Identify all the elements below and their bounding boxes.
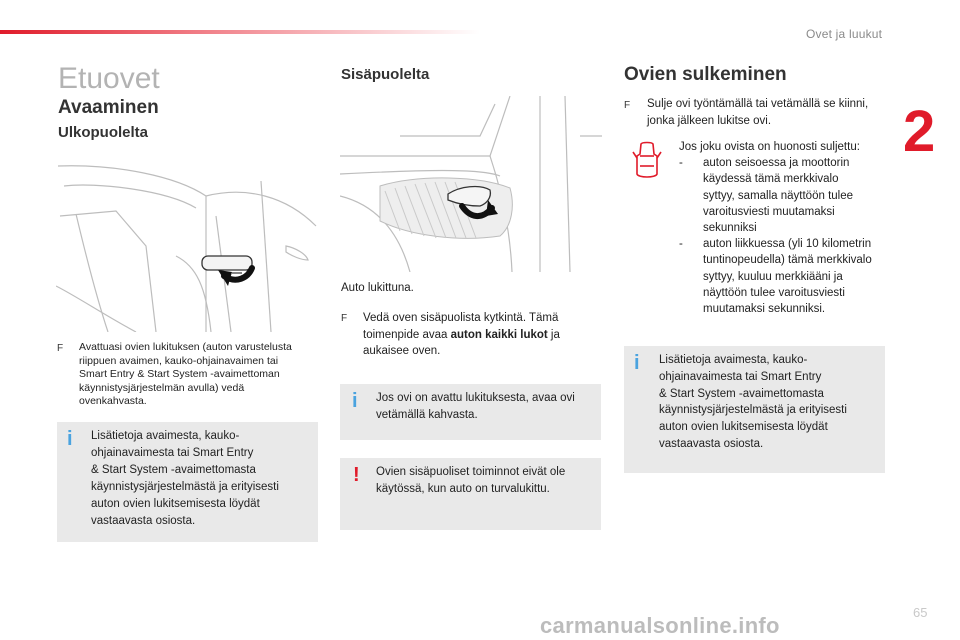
heading-ovien-sulkeminen: Ovien sulkeminen	[624, 64, 787, 85]
text-line: Smart Entry & Start System -avaimettoman	[79, 368, 280, 380]
text-line: Ovien sisäpuoliset toiminnot eivät ole	[376, 466, 566, 478]
bullet-marker: F	[57, 343, 64, 354]
text-fragment: toimenpide avaa	[363, 328, 451, 341]
text-line: Vedä oven sisäpuolista kytkintä. Tämä	[363, 312, 559, 324]
text-line: käynnistysjärjestelmästä ja erityisesti	[659, 404, 847, 417]
info-text	[376, 390, 575, 423]
interior-door-handle-illustration	[340, 96, 602, 272]
page-title: Etuovet	[58, 62, 160, 95]
interior-open-instruction	[363, 310, 560, 360]
text-line: & Start System -avaimettomasta	[659, 387, 824, 400]
info-icon: i	[67, 428, 73, 450]
text-line: & Start System -avaimettomasta	[91, 464, 256, 476]
info-text	[91, 428, 279, 530]
text-line: tuntinopeudella) tämä merkkivalo	[703, 254, 872, 267]
warning-box-middle	[340, 458, 601, 530]
text-line: auton ovien lukitsemisesta löydät	[91, 498, 260, 510]
text-line: Sulje ovi työntämällä tai vetämällä se kiinni,	[647, 98, 869, 110]
text-line: jonka jälkeen lukitse ovi.	[647, 114, 772, 127]
text-line: vastaavasta osiosta.	[659, 437, 764, 450]
text-line: ohjainavaimesta tai Smart Entry	[91, 447, 254, 459]
unclosed-door-warning	[679, 139, 872, 317]
text-line: auton seisoessa ja moottorin	[703, 157, 850, 170]
info-icon: i	[634, 352, 640, 374]
dash-marker: -	[679, 157, 683, 170]
bullet-marker: F	[341, 313, 348, 324]
warning-icon: !	[353, 464, 360, 486]
info-box-middle	[340, 384, 601, 440]
closing-instruction	[647, 96, 868, 129]
caption-locked: Auto lukittuna.	[341, 282, 414, 294]
text-line: muutamaksi sekunniksi.	[703, 303, 826, 316]
dash-marker: -	[679, 238, 683, 251]
warning-item-stationary	[679, 155, 872, 236]
text-line: ovenkahvasta.	[79, 395, 147, 407]
bullet-marker: F	[624, 100, 631, 111]
chapter-number: 2	[903, 99, 936, 164]
watermark: carmanualsonline.info	[540, 613, 780, 638]
heading-avaaminen: Avaaminen	[58, 97, 159, 118]
bold-phrase: auton kaikki lukot	[450, 328, 548, 341]
exterior-door-handle-illustration	[56, 156, 320, 332]
text-line: syttyy, samalla näyttöön tulee	[703, 189, 853, 202]
text-line: näyttöön tulee varoitusviesti	[703, 286, 845, 299]
text-line: sekunniksi	[703, 222, 757, 235]
info-box-right	[624, 346, 885, 473]
text-line: auton ovien lukitsemisesta löydät	[659, 421, 828, 434]
info-box-left	[57, 422, 318, 542]
text-line: auton liikkuessa (yli 10 kilometrin	[703, 238, 872, 251]
text-line: käynnistysjärjestelmän avulla) vedä	[79, 381, 245, 394]
page-number: 65	[913, 605, 928, 620]
text-line: varoitusviesti muutamaksi	[703, 205, 835, 218]
text-line: riippuen avaimen, kauko-ohjainavaimen tai	[79, 354, 279, 367]
warning-text	[376, 464, 565, 497]
text-line: Lisätietoja avaimesta, kauko-	[91, 430, 240, 442]
text-line: käynnistysjärjestelmästä ja erityisesti	[91, 481, 279, 493]
text-line: Avattuasi ovien lukituksen (auton varustelusta	[79, 341, 292, 353]
text-line: Lisätietoja avaimesta, kauko-	[659, 354, 808, 366]
text-line: Jos joku ovista on huonosti suljettu:	[679, 141, 860, 153]
text-line: vetämällä kahvasta.	[376, 408, 478, 421]
door-open-warning-light-icon	[632, 140, 662, 182]
section-title: Ovet ja luukut	[806, 27, 883, 41]
exterior-open-instruction	[79, 341, 292, 409]
header-accent-bar	[0, 30, 480, 34]
text-line: ohjainavaimesta tai Smart Entry	[659, 370, 822, 383]
info-icon: i	[352, 390, 358, 412]
warning-item-moving	[679, 236, 872, 317]
text-fragment: ja	[547, 328, 560, 341]
text-line: syttyy, kuuluu merkkiääni ja	[703, 270, 843, 283]
text-line: käydessä tämä merkkivalo	[703, 173, 839, 186]
info-text	[659, 352, 847, 453]
text-line: Jos ovi on avattu lukituksesta, avaa ovi	[376, 392, 575, 404]
text-line: aukaisee oven.	[363, 345, 441, 357]
heading-sisapuolelta: Sisäpuolelta	[341, 66, 430, 83]
text-line: käytössä, kun auto on turvalukittu.	[376, 482, 550, 495]
heading-ulkopuolelta: Ulkopuolelta	[58, 124, 149, 141]
text-line	[363, 327, 560, 344]
text-line: vastaavasta osiosta.	[91, 515, 196, 527]
